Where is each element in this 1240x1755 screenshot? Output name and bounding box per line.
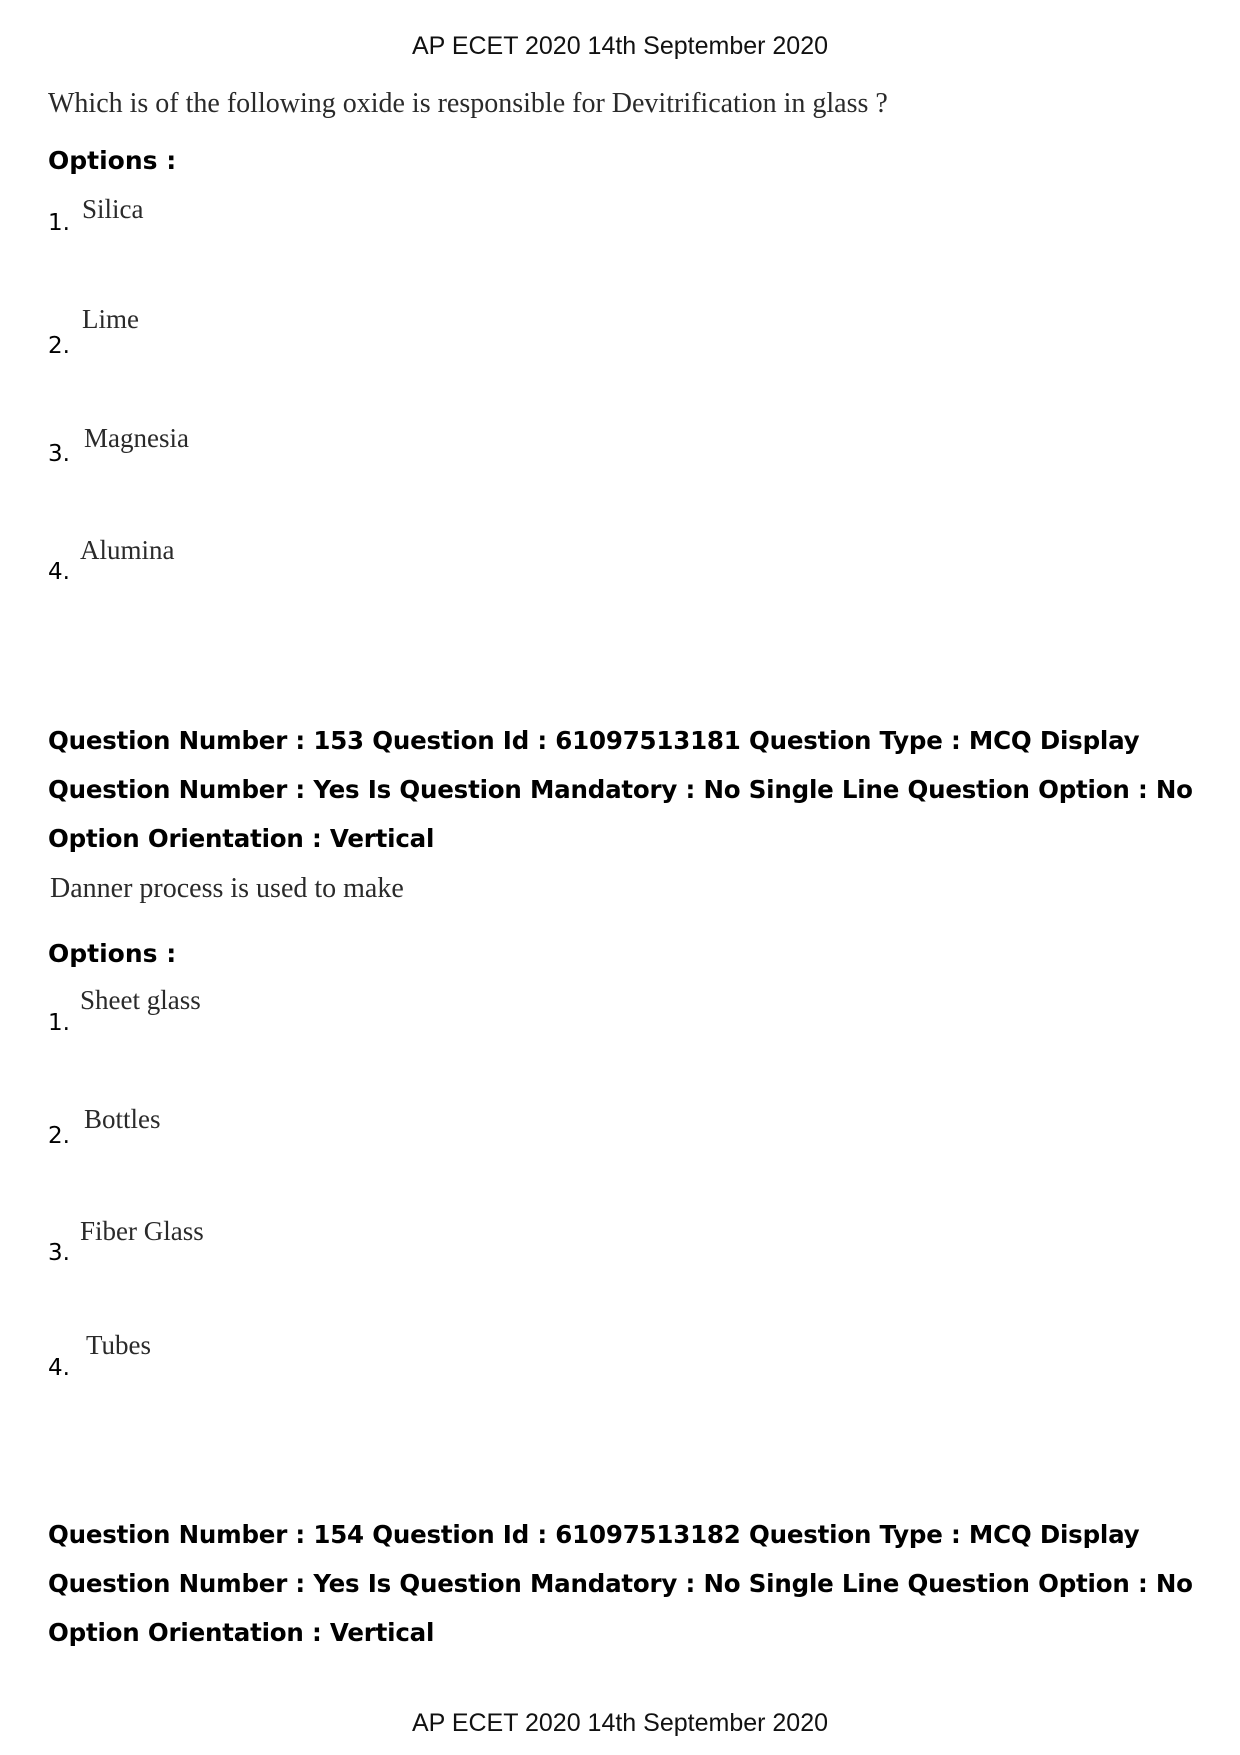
- question-152-text: Which is of the following oxide is responsible for Devitrification in glass ?: [48, 88, 888, 119]
- question-153-text: Danner process is used to make: [50, 873, 404, 904]
- question-152-option-3-number: 3.: [48, 441, 70, 467]
- page-header: AP ECET 2020 14th September 2020: [411, 32, 829, 60]
- question-154-meta: Question Number : 154 Question Id : 61097513182 Question Type : MCQ Display Question Number : Yes Is Question Mandatory : No Single Line Question Option : No Option Orientation : Vertical: [48, 1520, 1193, 1647]
- question-153-option-4-text: Tubes: [86, 1330, 152, 1360]
- question-152-option-1-number: 1.: [48, 210, 70, 236]
- question-153-options-label: Options :: [48, 939, 177, 968]
- page-footer: AP ECET 2020 14th September 2020: [411, 1709, 829, 1737]
- question-152-option-4-text: Alumina: [80, 535, 175, 565]
- question-152-option-3-text: Magnesia: [84, 423, 189, 453]
- question-153-option-4-number: 4.: [48, 1355, 70, 1381]
- question-153-option-1-number: 1.: [48, 1010, 70, 1036]
- question-153-option-2-text: Bottles: [84, 1104, 161, 1134]
- question-152-option-1-text: Silica: [82, 194, 144, 224]
- question-153-option-3-number: 3.: [48, 1240, 70, 1266]
- question-152-option-4-number: 4.: [48, 559, 70, 585]
- question-153-option-3-text: Fiber Glass: [80, 1216, 204, 1246]
- question-153-meta: Question Number : 153 Question Id : 61097513181 Question Type : MCQ Display Question Number : Yes Is Question Mandatory : No Single Line Question Option : No Option Orientation : Vertical: [48, 726, 1193, 853]
- question-153-option-1-text: Sheet glass: [80, 985, 201, 1015]
- question-152-options-label: Options :: [48, 146, 177, 175]
- question-153-option-2-number: 2.: [48, 1123, 70, 1149]
- question-152-option-2-number: 2.: [48, 333, 70, 359]
- question-152-option-2-text: Lime: [82, 304, 139, 334]
